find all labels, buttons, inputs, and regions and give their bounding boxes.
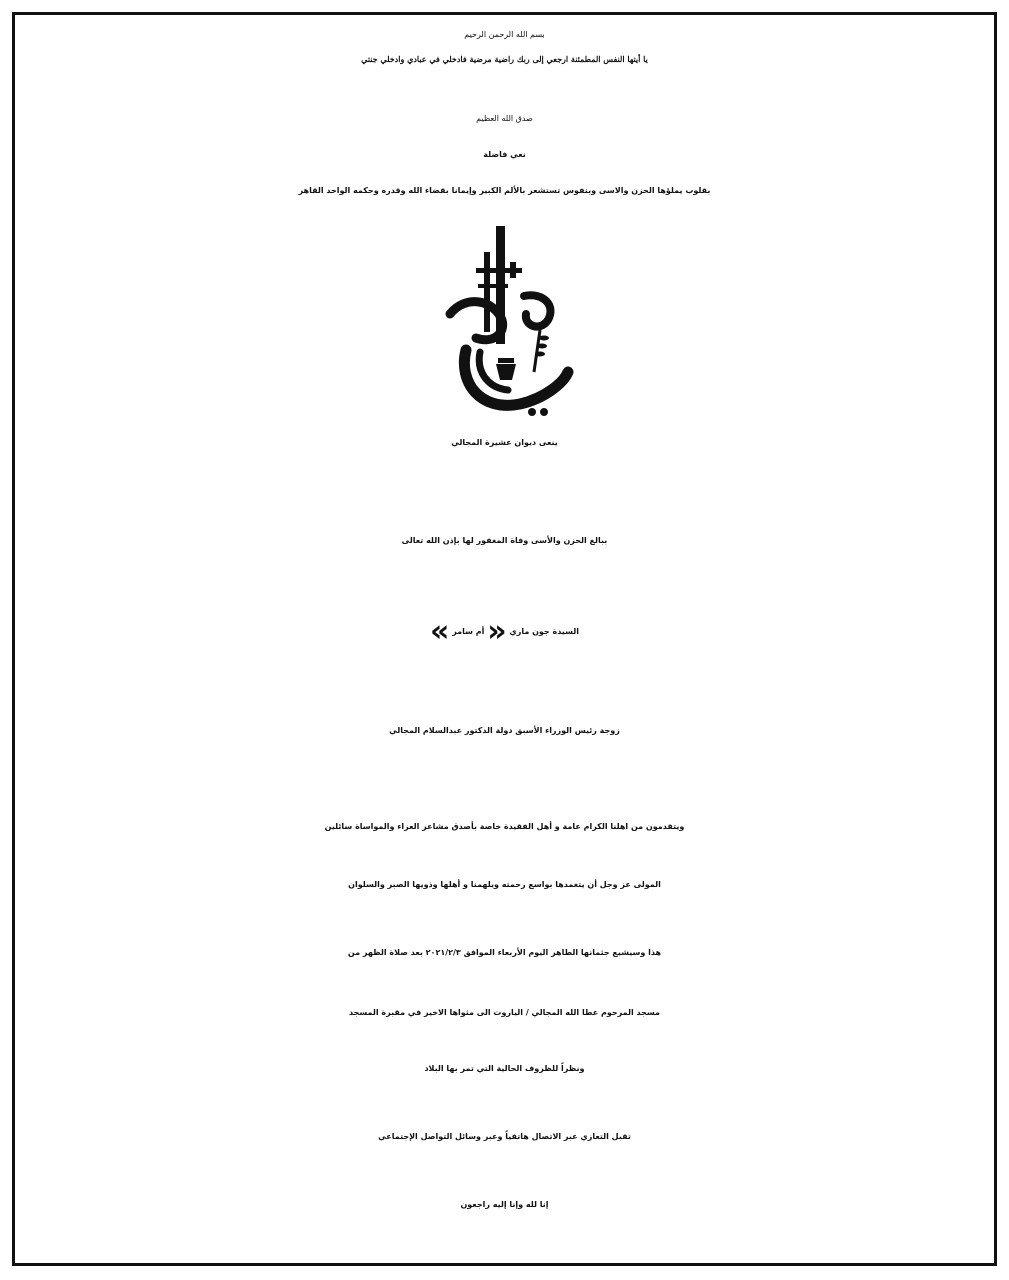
body-line: المولى عز وجل أن يتغمدها بواسع رحمته ويلهمنا و أهلها وذويها الصبر والسلوان bbox=[348, 880, 661, 889]
quote-close: » bbox=[430, 614, 450, 649]
spouse-line: زوجة رئيس الوزراء الأسبق دولة الدكتور عبدالسلام المجالي bbox=[389, 726, 620, 735]
subheadline: ببالغ الحزن والأسى وفاة المغفور لها بإذن الله تعالى bbox=[401, 536, 608, 545]
sadaqa-line: صدق الله العظيم bbox=[476, 114, 533, 123]
deceased-nickname: أم سامر bbox=[452, 627, 485, 636]
deceased-name: السيدة جون ماري bbox=[509, 627, 579, 636]
body-line: هذا وسيشيع جثمانها الطاهر اليوم الأربعاء الموافق ٢٠٢١/٢/٣ بعد صلاة الظهر من bbox=[347, 948, 662, 957]
body-line: مسجد المرحوم عطا الله المجالي / الياروت الى مثواها الاخير في مقبرة المسجد bbox=[348, 1008, 660, 1017]
headline: ينعى ديوان عشيرة المجالي bbox=[451, 438, 558, 447]
quran-verse: يا أيتها النفس المطمئنة ارجعي إلى ربك راضية مرضية فادخلي في عبادي وادخلي جنتي bbox=[361, 54, 648, 64]
quote-open: « bbox=[487, 614, 507, 649]
notice-label: نعي فاضلة bbox=[483, 150, 526, 159]
intro-line: بقلوب يملؤها الحزن والاسى وبنفوس تستشعر بالألم الكبير وإيمانا بقضاء الله وقدره وحكمه الواحد القاهر bbox=[298, 186, 711, 195]
majali-logo-icon bbox=[436, 222, 576, 422]
basmala: بسم الله الرحمن الرحيم bbox=[464, 30, 545, 39]
body-line: ويتقدمون من اهلنا الكرام عامة و أهل الفقيدة خاصة بأصدق مشاعر العزاء والمواساة سائلين bbox=[324, 822, 685, 831]
deceased-name-line bbox=[20, 614, 989, 649]
condolences-line: تقبل التعازي عبر الاتصال هاتفياً وعبر وسائل التواصل الإجتماعي bbox=[378, 1132, 631, 1141]
closing-line: إنا لله وإنا إليه راجعون bbox=[460, 1200, 549, 1209]
circumstances-line: ونظراً للظروف الحالية التي تمر بها البلاد bbox=[424, 1064, 585, 1073]
